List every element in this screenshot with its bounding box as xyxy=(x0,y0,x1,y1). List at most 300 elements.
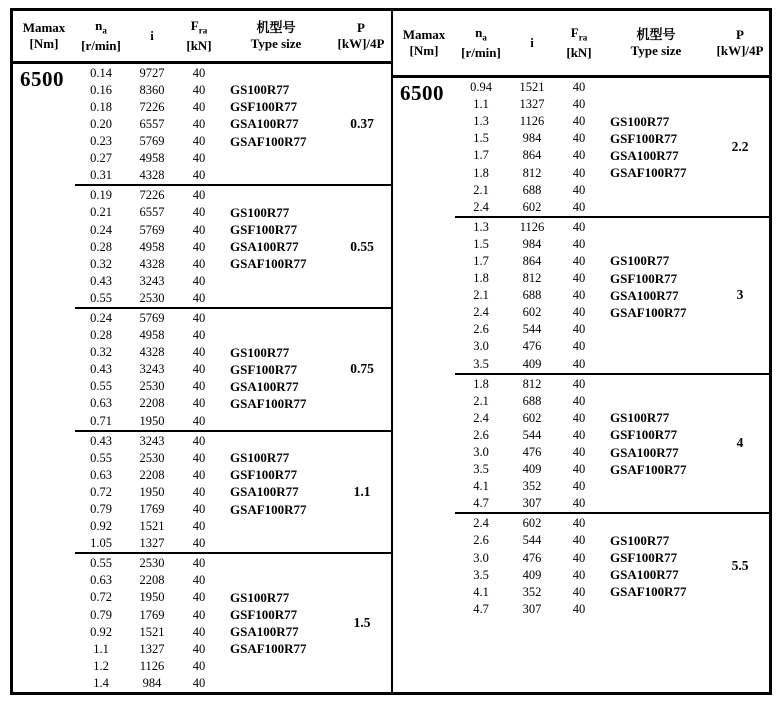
header-p xyxy=(331,11,391,61)
cell-na: 3.5 xyxy=(473,462,489,477)
cell-i: 812 xyxy=(522,165,542,180)
table-row xyxy=(455,584,711,601)
header-i xyxy=(127,11,177,61)
cell-i: 7226 xyxy=(139,99,165,114)
cell-type: GS100R77 xyxy=(610,253,670,269)
cell-fra: 40 xyxy=(192,450,206,465)
cell-i: 1769 xyxy=(139,607,165,622)
cell-na: 0.71 xyxy=(90,413,112,428)
cell-na: 0.24 xyxy=(90,310,112,325)
cell-fra: 40 xyxy=(192,151,206,166)
cell-fra: 40 xyxy=(192,590,206,605)
cell-i: 2208 xyxy=(139,396,165,411)
cell-i: 476 xyxy=(522,339,542,354)
table-row xyxy=(75,413,333,430)
cell-power: 3 xyxy=(736,287,744,303)
cell-fra: 40 xyxy=(192,658,206,673)
cell-fra: 40 xyxy=(572,199,586,214)
table-row xyxy=(455,532,711,549)
cell-i: 1327 xyxy=(139,641,165,656)
header-mamax-line1: Mamax xyxy=(22,19,66,35)
cell-i: 984 xyxy=(522,236,542,251)
cell-type: GSA100R77 xyxy=(230,239,299,255)
cell-power: 0.37 xyxy=(350,115,374,131)
spec-block xyxy=(455,78,769,216)
table-row xyxy=(75,535,333,552)
cell-na: 0.55 xyxy=(90,379,112,394)
panel-body xyxy=(13,64,391,692)
cell-na: 2.1 xyxy=(473,182,489,197)
cell-na: 0.32 xyxy=(90,345,112,360)
cell-na: 3.0 xyxy=(473,550,489,565)
cell-na: 4.7 xyxy=(473,601,489,616)
header-type xyxy=(601,11,711,75)
cell-na: 0.79 xyxy=(90,607,112,622)
cell-i: 409 xyxy=(522,462,542,477)
cell-fra: 40 xyxy=(572,236,586,251)
cell-i: 864 xyxy=(522,148,542,163)
table-row xyxy=(75,150,333,167)
cell-i: 8360 xyxy=(139,82,165,97)
cell-fra: 40 xyxy=(572,601,586,616)
cell-na: 0.18 xyxy=(90,99,112,114)
cell-fra: 40 xyxy=(192,310,206,325)
cell-i: 688 xyxy=(522,182,542,197)
cell-i: 352 xyxy=(522,479,542,494)
header-fra-line1: $F_{ra}$ xyxy=(570,24,588,43)
cell-na: 0.72 xyxy=(90,484,112,499)
cell-i: 6557 xyxy=(139,116,165,131)
table-row xyxy=(455,393,711,410)
cell-na: 1.7 xyxy=(473,148,489,163)
cell-type: GS100R77 xyxy=(230,204,290,220)
header-na-line2: [r/min] xyxy=(461,45,501,61)
table-row xyxy=(75,675,333,692)
cell-i: 5769 xyxy=(139,310,165,325)
cell-na: 0.63 xyxy=(90,573,112,588)
header-na-line1: $n_a$ xyxy=(95,17,107,36)
cell-fra: 40 xyxy=(572,322,586,337)
mamax-column xyxy=(393,78,455,692)
cell-i: 1327 xyxy=(519,97,545,112)
table-row xyxy=(75,572,333,589)
cell-fra: 40 xyxy=(192,573,206,588)
cell-fra: 40 xyxy=(572,253,586,268)
cell-i: 352 xyxy=(522,584,542,599)
table-row xyxy=(75,501,333,518)
cell-na: 0.20 xyxy=(90,116,112,131)
cell-type: GSF100R77 xyxy=(230,99,298,115)
cell-type: GSAF100R77 xyxy=(610,461,687,477)
cell-fra: 40 xyxy=(572,165,586,180)
cell-type: GSF100R77 xyxy=(230,361,298,377)
cell-fra: 40 xyxy=(572,479,586,494)
cell-na: 0.79 xyxy=(90,502,112,517)
cell-i: 4328 xyxy=(139,345,165,360)
cell-na: 1.5 xyxy=(473,236,489,251)
header-type xyxy=(221,11,331,61)
cell-na: 2.1 xyxy=(473,393,489,408)
header-fra-line2: [kN] xyxy=(566,45,592,61)
table-row xyxy=(75,658,333,675)
cell-fra: 40 xyxy=(572,131,586,146)
spec-block xyxy=(75,307,391,430)
cell-fra: 40 xyxy=(192,116,206,131)
panel-content xyxy=(455,78,769,692)
table-row xyxy=(75,273,333,290)
cell-na: 1.3 xyxy=(473,114,489,129)
cell-na: 0.43 xyxy=(90,433,112,448)
cell-i: 5769 xyxy=(139,222,165,237)
cell-na: 1.1 xyxy=(473,97,489,112)
cell-i: 2530 xyxy=(139,290,165,305)
cell-na: 0.31 xyxy=(90,168,112,183)
table-row xyxy=(75,589,333,606)
table-row xyxy=(455,410,711,427)
header-i-line1: i xyxy=(150,27,154,43)
cell-na: 0.24 xyxy=(90,222,112,237)
cell-na: 3.5 xyxy=(473,356,489,371)
cell-power: 2.2 xyxy=(731,138,749,154)
cell-i: 2530 xyxy=(139,556,165,571)
table-row xyxy=(455,182,711,199)
cell-fra: 40 xyxy=(572,427,586,442)
cell-fra: 40 xyxy=(192,362,206,377)
cell-type: GSF100R77 xyxy=(610,130,678,146)
cell-type: GSAF100R77 xyxy=(230,395,307,411)
header-p-line1: P xyxy=(357,19,365,35)
table-row xyxy=(75,484,333,501)
cell-type: GS100R77 xyxy=(230,589,290,605)
cell-i: 2208 xyxy=(139,573,165,588)
cell-na: 2.4 xyxy=(473,410,489,425)
cell-na: 0.28 xyxy=(90,239,112,254)
cell-fra: 40 xyxy=(192,290,206,305)
cell-power: 1.5 xyxy=(353,615,371,631)
cell-fra: 40 xyxy=(572,271,586,286)
cell-na: 1.8 xyxy=(473,271,489,286)
header-type-line2: Type size xyxy=(250,35,302,51)
cell-type: GSF100R77 xyxy=(230,467,298,483)
cell-i: 544 xyxy=(522,427,542,442)
spec-block xyxy=(75,64,391,185)
cell-i: 5769 xyxy=(139,134,165,149)
cell-fra: 40 xyxy=(192,168,206,183)
cell-i: 4958 xyxy=(139,328,165,343)
cell-fra: 40 xyxy=(572,80,586,95)
cell-na: 0.55 xyxy=(90,450,112,465)
spec-block xyxy=(455,216,769,373)
table-row xyxy=(75,378,333,395)
cell-i: 307 xyxy=(522,601,542,616)
panel-body xyxy=(393,78,769,692)
cell-i: 409 xyxy=(522,567,542,582)
table-row xyxy=(75,187,333,204)
table-row xyxy=(455,287,711,304)
cell-i: 3243 xyxy=(139,433,165,448)
header-na xyxy=(75,11,127,61)
cell-i: 602 xyxy=(522,305,542,320)
cell-fra: 40 xyxy=(572,567,586,582)
cell-na: 3.5 xyxy=(473,567,489,582)
cell-i: 2530 xyxy=(139,379,165,394)
header-fra-line2: [kN] xyxy=(186,38,212,54)
cell-fra: 40 xyxy=(192,467,206,482)
cell-type: GS100R77 xyxy=(610,532,670,548)
cell-i: 307 xyxy=(522,496,542,511)
cell-na: 0.63 xyxy=(90,467,112,482)
cell-na: 0.21 xyxy=(90,205,112,220)
cell-type: GS100R77 xyxy=(610,410,670,426)
table-row xyxy=(75,518,333,535)
cell-fra: 40 xyxy=(572,356,586,371)
header-type-line1: 机型号 xyxy=(636,27,676,42)
cell-na: 0.92 xyxy=(90,624,112,639)
cell-na: 1.1 xyxy=(93,641,109,656)
cell-i: 7226 xyxy=(139,188,165,203)
cell-i: 476 xyxy=(522,550,542,565)
cell-na: 1.3 xyxy=(473,219,489,234)
table-row xyxy=(455,113,711,130)
table-row xyxy=(75,116,333,133)
table-row xyxy=(75,344,333,361)
cell-i: 2208 xyxy=(139,467,165,482)
cell-type: GSA100R77 xyxy=(610,567,679,583)
cell-fra: 40 xyxy=(192,134,206,149)
cell-i: 688 xyxy=(522,393,542,408)
cell-type: GSA100R77 xyxy=(230,116,299,132)
cell-i: 812 xyxy=(522,271,542,286)
cell-na: 2.6 xyxy=(473,322,489,337)
cell-type: GS100R77 xyxy=(230,450,290,466)
cell-i: 544 xyxy=(522,322,542,337)
cell-fra: 40 xyxy=(192,396,206,411)
cell-fra: 40 xyxy=(192,328,206,343)
table-row xyxy=(455,427,711,444)
cell-i: 1327 xyxy=(139,536,165,551)
table-row xyxy=(75,433,333,450)
table-row xyxy=(75,290,333,307)
cell-fra: 40 xyxy=(192,413,206,428)
spec-panel-right xyxy=(391,11,769,692)
cell-fra: 40 xyxy=(572,516,586,531)
cell-i: 1950 xyxy=(139,484,165,499)
cell-fra: 40 xyxy=(572,288,586,303)
cell-fra: 40 xyxy=(572,114,586,129)
mamax-column xyxy=(13,64,75,692)
cell-na: 0.27 xyxy=(90,151,112,166)
table-row xyxy=(455,236,711,253)
cell-fra: 40 xyxy=(572,410,586,425)
cell-type: GS100R77 xyxy=(230,82,290,98)
cell-na: 2.4 xyxy=(473,516,489,531)
cell-i: 4328 xyxy=(139,168,165,183)
table-row xyxy=(75,361,333,378)
table-row xyxy=(75,607,333,624)
cell-fra: 40 xyxy=(572,462,586,477)
spec-table xyxy=(10,8,772,695)
table-row xyxy=(455,478,711,495)
cell-fra: 40 xyxy=(572,305,586,320)
cell-i: 984 xyxy=(142,675,162,690)
cell-na: 0.16 xyxy=(90,82,112,97)
cell-fra: 40 xyxy=(192,556,206,571)
table-row xyxy=(455,338,711,355)
cell-fra: 40 xyxy=(192,188,206,203)
cell-fra: 40 xyxy=(572,445,586,460)
cell-i: 9727 xyxy=(139,65,165,80)
cell-i: 3243 xyxy=(139,273,165,288)
table-row xyxy=(455,79,711,96)
spec-block-rows xyxy=(75,186,333,307)
cell-na: 4.1 xyxy=(473,584,489,599)
cell-na: 0.28 xyxy=(90,328,112,343)
cell-na: 1.05 xyxy=(90,536,112,551)
cell-i: 1521 xyxy=(139,624,165,639)
cell-fra: 40 xyxy=(572,182,586,197)
cell-fra: 40 xyxy=(192,675,206,690)
cell-na: 0.32 xyxy=(90,256,112,271)
cell-fra: 40 xyxy=(192,624,206,639)
header-p xyxy=(711,11,769,75)
cell-fra: 40 xyxy=(572,496,586,511)
table-row xyxy=(75,221,333,238)
cell-i: 812 xyxy=(522,376,542,391)
cell-fra: 40 xyxy=(192,536,206,551)
table-row xyxy=(455,601,711,618)
cell-type: GSAF100R77 xyxy=(230,256,307,272)
cell-type: GSA100R77 xyxy=(230,624,299,640)
cell-i: 476 xyxy=(522,445,542,460)
cell-i: 4958 xyxy=(139,151,165,166)
cell-fra: 40 xyxy=(192,433,206,448)
header-fra xyxy=(557,11,601,75)
cell-fra: 40 xyxy=(572,148,586,163)
cell-fra: 40 xyxy=(192,484,206,499)
cell-type: GSF100R77 xyxy=(230,607,298,623)
cell-type: GSA100R77 xyxy=(610,444,679,460)
cell-power: 4 xyxy=(736,435,744,451)
cell-na: 2.6 xyxy=(473,533,489,548)
cell-type: GSA100R77 xyxy=(610,287,679,303)
cell-i: 6557 xyxy=(139,205,165,220)
table-row xyxy=(75,310,333,327)
cell-na: 3.0 xyxy=(473,339,489,354)
table-row xyxy=(75,239,333,256)
cell-type: GSAF100R77 xyxy=(610,304,687,320)
cell-fra: 40 xyxy=(192,273,206,288)
cell-fra: 40 xyxy=(572,339,586,354)
cell-na: 4.1 xyxy=(473,479,489,494)
cell-fra: 40 xyxy=(572,584,586,599)
table-row xyxy=(75,395,333,412)
cell-na: 0.55 xyxy=(90,556,112,571)
mamax-value: 6500 xyxy=(20,66,64,91)
cell-i: 864 xyxy=(522,253,542,268)
spec-block-rows xyxy=(455,514,711,618)
cell-type: GSAF100R77 xyxy=(230,133,307,149)
header-i xyxy=(507,11,557,75)
table-row xyxy=(455,356,711,373)
cell-type: GSA100R77 xyxy=(610,147,679,163)
cell-type: GSF100R77 xyxy=(610,550,678,566)
cell-fra: 40 xyxy=(192,519,206,534)
table-row xyxy=(455,376,711,393)
cell-fra: 40 xyxy=(192,256,206,271)
spec-block-rows xyxy=(75,554,333,692)
header-mamax xyxy=(13,11,75,61)
table-row xyxy=(75,167,333,184)
cell-na: 0.23 xyxy=(90,134,112,149)
panel-header xyxy=(393,11,769,78)
table-row xyxy=(455,270,711,287)
table-row xyxy=(455,304,711,321)
cell-fra: 40 xyxy=(192,239,206,254)
cell-type: GS100R77 xyxy=(230,344,290,360)
header-i-line1: i xyxy=(530,35,534,50)
cell-na: 0.94 xyxy=(470,80,492,95)
cell-power: 0.75 xyxy=(350,361,374,377)
cell-na: 1.8 xyxy=(473,165,489,180)
table-row xyxy=(75,65,333,82)
table-row xyxy=(75,555,333,572)
cell-i: 3243 xyxy=(139,362,165,377)
table-row xyxy=(455,164,711,181)
spec-block-rows xyxy=(75,432,333,553)
cell-na: 0.63 xyxy=(90,396,112,411)
cell-i: 4958 xyxy=(139,239,165,254)
header-p-line2: [kW]/4P xyxy=(716,43,764,58)
cell-i: 1126 xyxy=(519,219,545,234)
cell-na: 0.14 xyxy=(90,65,112,80)
spec-block-rows xyxy=(455,218,711,373)
table-row xyxy=(455,199,711,216)
cell-na: 1.5 xyxy=(473,131,489,146)
cell-i: 1126 xyxy=(519,114,545,129)
table-row xyxy=(455,253,711,270)
cell-i: 602 xyxy=(522,199,542,214)
cell-na: 0.43 xyxy=(90,273,112,288)
cell-na: 1.2 xyxy=(93,658,109,673)
table-row xyxy=(75,624,333,641)
table-row xyxy=(455,444,711,461)
panel-content xyxy=(75,64,391,692)
cell-i: 1950 xyxy=(139,590,165,605)
header-na xyxy=(455,11,507,75)
cell-na: 0.43 xyxy=(90,362,112,377)
cell-power: 0.55 xyxy=(350,238,374,254)
cell-i: 1950 xyxy=(139,413,165,428)
cell-i: 688 xyxy=(522,288,542,303)
header-mamax-line2: [Nm] xyxy=(29,35,59,51)
table-row xyxy=(75,256,333,273)
cell-power: 1.1 xyxy=(353,483,371,499)
cell-fra: 40 xyxy=(192,222,206,237)
cell-type: GSAF100R77 xyxy=(230,641,307,657)
table-row xyxy=(75,327,333,344)
cell-fra: 40 xyxy=(572,393,586,408)
cell-na: 2.4 xyxy=(473,305,489,320)
cell-na: 1.4 xyxy=(93,675,109,690)
spec-block xyxy=(455,512,769,618)
cell-fra: 40 xyxy=(572,219,586,234)
cell-fra: 40 xyxy=(572,97,586,112)
cell-type: GSAF100R77 xyxy=(230,501,307,517)
spec-block xyxy=(75,430,391,553)
table-row xyxy=(75,641,333,658)
cell-i: 4328 xyxy=(139,256,165,271)
cell-fra: 40 xyxy=(572,376,586,391)
